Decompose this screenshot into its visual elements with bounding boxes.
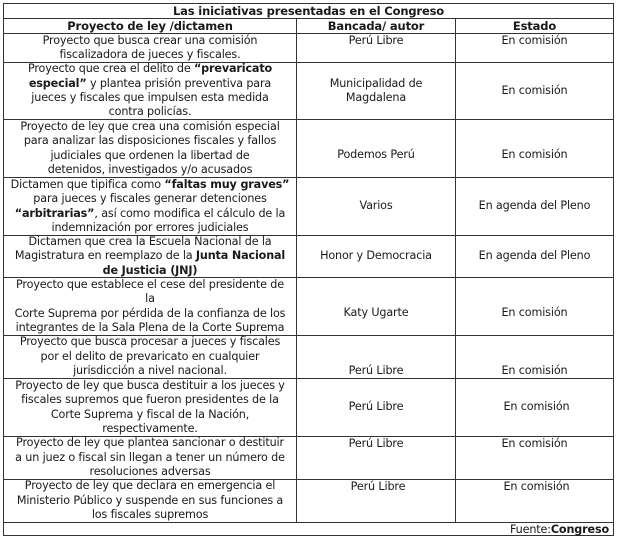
table-header-row [4, 19, 613, 34]
project-cell [4, 178, 297, 235]
table-row [4, 480, 613, 523]
project-line: Corte Suprema y fiscal de la Nación, [50, 407, 250, 421]
status-cell: En comisión [501, 363, 568, 377]
project-line: especial” y plantea prisión preventiva para [28, 76, 272, 90]
status-cell: En comisión [503, 400, 570, 414]
author-cell: Perú Libre [297, 437, 456, 479]
source-value: Congreso [550, 522, 609, 536]
project-line: fiscalizadora de jueces y fiscales. [59, 48, 241, 62]
project-line: jurisdicción a nivel nacional. [73, 364, 227, 378]
project-cell [4, 120, 297, 177]
initiatives-table [3, 3, 614, 536]
author-cell: Perú Libre [297, 480, 456, 522]
project-line: indemnización por errores judiciales [51, 220, 249, 234]
project-line: Proyecto de ley que crea una comisión especial [20, 119, 280, 133]
table-footer-row [4, 523, 613, 537]
project-line: detenidos, investigados y/o acusados [47, 162, 253, 176]
table-title: Las iniciativas presentadas en el Congreso [172, 3, 445, 18]
status-cell: En comisión [503, 480, 570, 493]
project-cell [4, 336, 297, 378]
table-title-row [4, 4, 613, 19]
table-row [4, 63, 613, 120]
status-cell: En comisión [501, 34, 568, 47]
status-cell: En agenda del Pleno [478, 249, 591, 263]
table-row [4, 178, 613, 236]
project-line: contra policías. [108, 105, 192, 119]
project-cell [4, 278, 297, 335]
source-note [4, 523, 613, 537]
author-cell: Podemos Perú [297, 120, 456, 177]
source-label: Fuente: [509, 522, 551, 536]
project-line: a un juez o fiscal sin llegan a tener un número de [15, 450, 285, 464]
header-project: Proyecto de ley /dictamen [4, 19, 297, 33]
project-line: respectivamente. [102, 421, 198, 435]
project-cell [4, 480, 297, 522]
project-line: Proyecto que establece el cese del presidente de [16, 277, 284, 291]
header-author: Bancada/ autor [297, 19, 456, 33]
author-cell: Varios [297, 178, 456, 235]
project-line: Proyecto que busca crear una comisión [42, 34, 258, 47]
project-line: la [145, 292, 155, 306]
table-row [4, 379, 613, 437]
author-cell: Perú Libre [297, 336, 456, 378]
project-line: Magistratura en reemplazo de la Junta Nacional [14, 249, 286, 263]
status-cell: En comisión [501, 148, 568, 162]
project-line: Proyecto que busca procesar a jueces y fiscales [19, 335, 281, 349]
author-cell: Perú Libre [297, 379, 456, 436]
header-status: Estado [512, 18, 557, 33]
project-line: Proyecto de ley que plantea sancionar o destituir [16, 436, 284, 450]
project-line: para analizar las disposiciones fiscales y fallos [23, 134, 277, 148]
project-line: los fiscales supremos [91, 508, 209, 522]
table-row [4, 437, 613, 480]
project-cell [4, 379, 297, 436]
status-cell: En comisión [501, 437, 568, 450]
table-row [4, 120, 613, 178]
status-cell: En comisión [501, 306, 568, 320]
author-cell: Honor y Democracia [297, 236, 456, 277]
project-line: para jueces y fiscales generar detenciones [33, 192, 267, 206]
project-line: fiscales supremos que fueron presidentes de la [21, 393, 279, 407]
project-line: de Justicia (JNJ) [102, 263, 198, 277]
project-line: Dictamen que crea la Escuela Nacional de la [28, 234, 272, 248]
project-cell [4, 63, 297, 119]
status-cell: En comisión [501, 83, 568, 97]
project-line: Ministerio Público y suspende en sus funciones a [16, 493, 284, 507]
project-line: Proyecto que crea el delito de “prevaricato [27, 62, 273, 76]
project-line: Corte Suprema por pérdida de la confianza de los [14, 306, 286, 320]
table-row [4, 336, 613, 379]
author-cell: Katy Ugarte [297, 278, 456, 335]
project-line: resoluciones adversas [89, 465, 211, 479]
project-line: Proyecto de ley que busca destituir a los jueces y [15, 378, 285, 392]
project-line: “arbitrarias”, así como modifica el cálculo de la [14, 206, 286, 220]
project-line: jueces y fiscales que impulsen esta medida [31, 91, 269, 104]
table-row [4, 278, 613, 336]
project-line: por el delito de prevaricato en cualquier [40, 349, 260, 363]
author-cell: Perú Libre [297, 34, 456, 62]
project-line: Dictamen que tipifica como “faltas muy graves” [10, 177, 290, 191]
table-row [4, 34, 613, 63]
project-line: Proyecto de ley que declara en emergencia el [24, 479, 276, 493]
project-line: integrantes de la Sala Plena de la Corte Suprema [15, 320, 285, 334]
project-cell [4, 34, 297, 62]
author-cell: Municipalidad de Magdalena [297, 63, 456, 119]
project-cell [4, 437, 297, 479]
status-cell: En agenda del Pleno [478, 199, 591, 213]
project-cell [4, 236, 297, 277]
table-row [4, 236, 613, 278]
project-line: judiciales que ordenen la libertad de [50, 148, 250, 162]
